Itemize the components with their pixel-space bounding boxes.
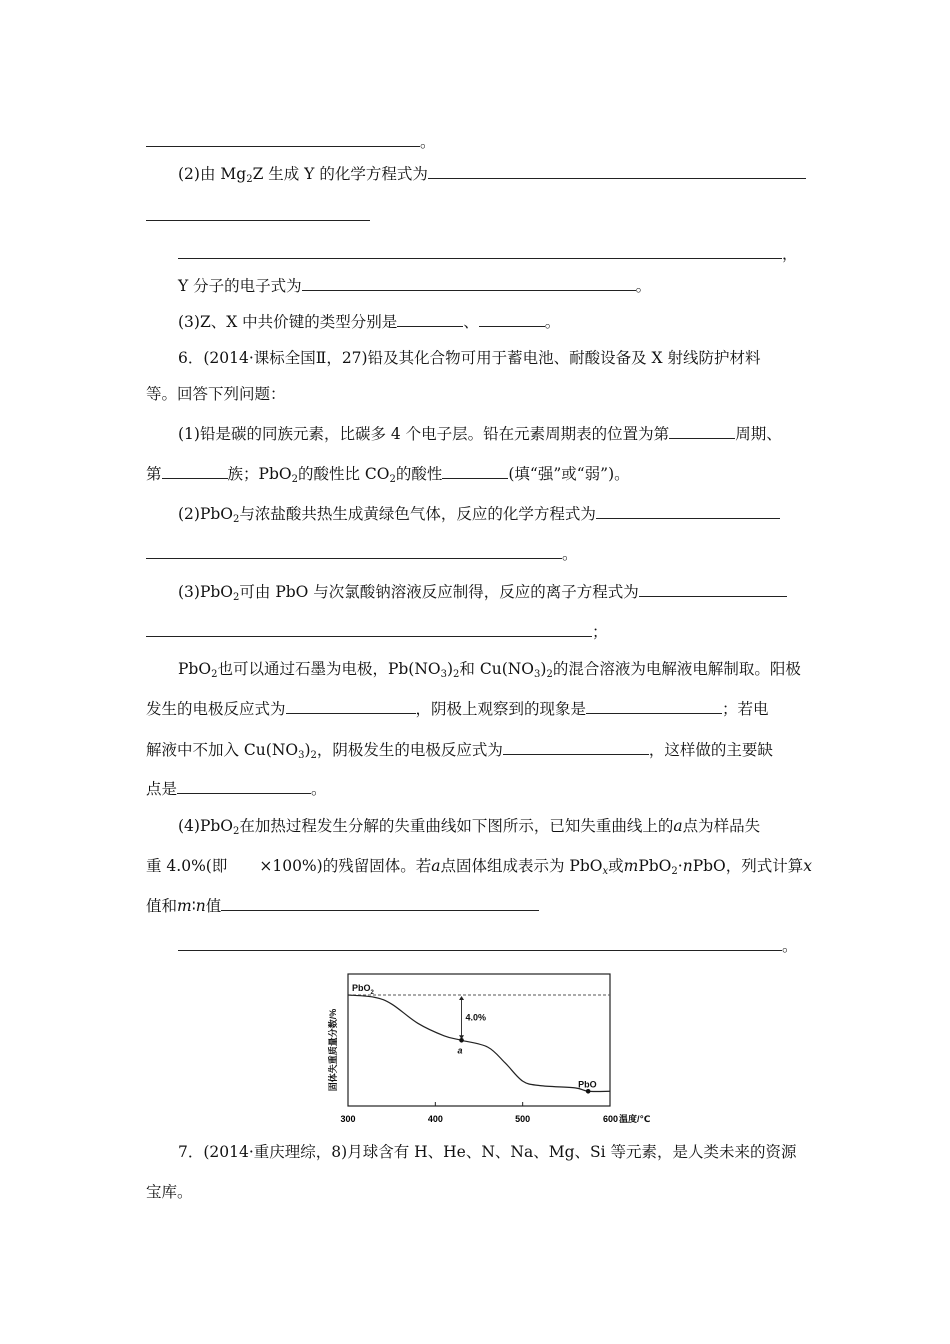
- answer-blank[interactable]: [586, 698, 722, 714]
- x-tick-label: 500: [515, 1114, 531, 1124]
- x-tick-label: 400: [427, 1114, 443, 1124]
- answer-line-6: 。: [178, 935, 838, 957]
- weight-loss-curve: [348, 995, 610, 1092]
- answer-line-1: 。: [146, 131, 806, 153]
- pbo2-start-label: PbO$_2$: [352, 983, 374, 996]
- answer-blank[interactable]: [221, 895, 539, 911]
- question-6-part-3: (3)PbO$_2$可由 PbO 与次氯酸钠溶液反应制得，反应的离子方程式为: [178, 581, 838, 603]
- answer-line-5: ；: [146, 621, 806, 643]
- answer-blank[interactable]: [639, 581, 787, 597]
- question-6-part-4-line-1: (4)PbO$_2$在加热过程发生分解的失重曲线如下图所示，已知失重曲线上的a点为样品失: [178, 817, 761, 837]
- question-5-part-3: (3)Z、X 中共价键的类型分别是 、 。: [178, 313, 561, 331]
- answer-blank[interactable]: [286, 698, 416, 714]
- weight-loss-chart: [322, 966, 651, 1128]
- x-axis: [340, 1102, 618, 1124]
- answer-blank[interactable]: [397, 311, 463, 327]
- answer-blank[interactable]: [442, 463, 508, 479]
- question-6-intro-1: 6．(2014·课标全国Ⅱ，27)铅及其化合物可用于蓄电池、耐酸设备及 X 射线防护材料: [178, 349, 761, 367]
- answer-line-4: 。: [146, 543, 806, 565]
- question-6-part-3-electrolysis-4: 点是 。: [146, 780, 327, 798]
- x-tick-label: 300: [340, 1114, 356, 1124]
- delta-label: 4.0%: [465, 1012, 487, 1023]
- answer-blank[interactable]: [596, 503, 780, 519]
- y-electron-formula-line: Y 分子的电子式为 。: [178, 277, 652, 295]
- answer-blank[interactable]: [503, 739, 649, 755]
- answer-line-2: [146, 205, 806, 227]
- question-7-line-2: 宝库。: [146, 1183, 193, 1201]
- answer-blank[interactable]: [479, 311, 545, 327]
- answer-blank[interactable]: [146, 205, 370, 221]
- answer-blank[interactable]: [146, 621, 592, 637]
- delta-arrow-head-top: [459, 996, 464, 1000]
- pbo-end-label: PbO: [578, 1079, 597, 1090]
- x-tick-label: 600: [602, 1114, 618, 1124]
- question-6-part-2: (2)PbO$_2$与浓盐酸共热生成黄绿色气体，反应的化学方程式为: [178, 503, 838, 525]
- point-a-marker: [459, 1038, 464, 1043]
- answer-blank[interactable]: [669, 423, 735, 439]
- question-6-part-4-line-2: 重 4.0%(即 ×100%)的残留固体。若a点固体组成表示为 PbO$_x$或mPbO$_2$·nPbO，列式计算x: [146, 857, 812, 877]
- question-5-part-2: (2)由 $Mg_2Z$ 生成 Y 的化学方程式为: [178, 163, 838, 185]
- x-axis-label: 温度/℃: [619, 1114, 651, 1124]
- question-6-part-3-electrolysis-1: PbO$_2$也可以通过石墨为电极，$Pb(NO_3)_2$和 $Cu(NO_3)_2$的混合溶液为电解液电解制取。阳极: [178, 660, 801, 680]
- answer-line-3: ，: [178, 243, 838, 265]
- question-6-part-3-electrolysis-3: 解液中不加入 $Cu(NO_3)_2$，阴极发生的电极反应式为 ，这样做的主要缺: [146, 741, 773, 761]
- question-6-part-1-line-2: 第 族；PbO$_2$的酸性比 $CO_2$的酸性 (填“强”或“弱”)。: [146, 465, 630, 485]
- answer-blank[interactable]: [162, 463, 228, 479]
- answer-blank[interactable]: [302, 275, 636, 291]
- answer-blank[interactable]: [178, 243, 782, 259]
- pbo-end-marker: [586, 1089, 591, 1094]
- answer-blank[interactable]: [146, 543, 562, 559]
- question-7-line-1: 7．(2014·重庆理综，8)月球含有 H、He、N、Na、Mg、Si 等元素，是人类未来的资源: [178, 1143, 797, 1161]
- plot-frame: [348, 974, 610, 1106]
- answer-blank[interactable]: [177, 778, 311, 794]
- question-6-part-1-line-1: (1)铅是碳的同族元素，比碳多 4 个电子层。铅在元素周期表的位置为第 周期、: [178, 425, 782, 443]
- answer-blank[interactable]: [428, 163, 806, 179]
- point-a-label: a: [457, 1045, 463, 1056]
- answer-blank[interactable]: [178, 935, 782, 951]
- question-6-part-3-electrolysis-2: 发生的电极反应式为 ，阴极上观察到的现象是 ；若电: [146, 700, 769, 718]
- answer-blank[interactable]: [146, 131, 420, 147]
- question-6-intro-2: 等。回答下列问题：: [146, 385, 286, 403]
- y-axis-label: 固体失重质量分数/%: [328, 1008, 338, 1092]
- question-6-part-4-line-3: 值和m∶n值: [146, 895, 806, 917]
